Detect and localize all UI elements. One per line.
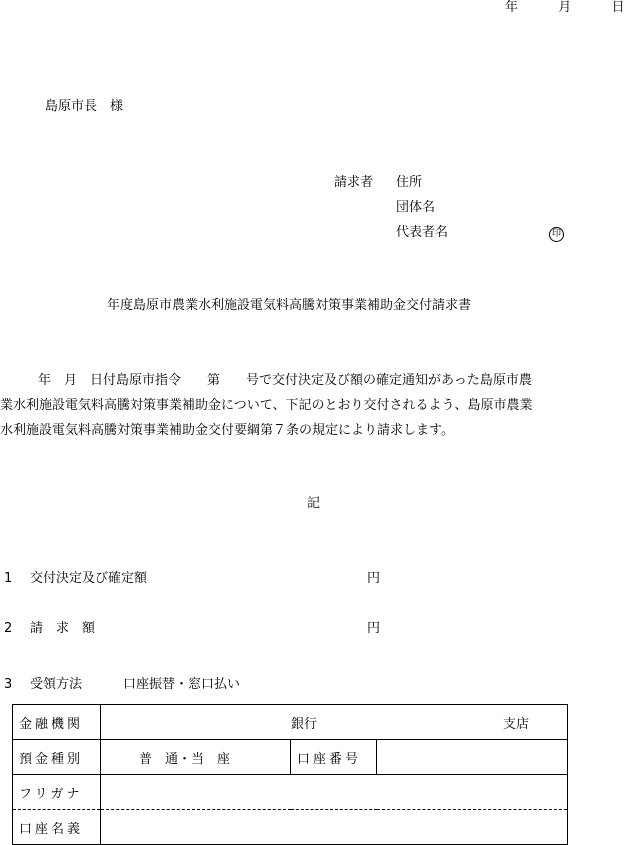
item-2-label: 請 求 額 bbox=[30, 621, 96, 636]
table-row bbox=[13, 810, 568, 845]
account-number-field[interactable] bbox=[377, 740, 568, 775]
date-line bbox=[505, 0, 625, 16]
seal-mark bbox=[549, 225, 564, 242]
item-1-unit: 円 bbox=[367, 571, 381, 586]
account-name-label: 口座名義 bbox=[13, 810, 101, 845]
item-3-label: 受領方法 bbox=[30, 677, 83, 692]
requester-representative-label: 代表者名 bbox=[396, 225, 449, 240]
date-month: 月 bbox=[558, 0, 572, 15]
table-row bbox=[13, 775, 568, 810]
date-year: 年 bbox=[505, 0, 519, 15]
deposit-type-label: 預金種別 bbox=[13, 740, 101, 775]
deposit-type-value: 普 通・当 座 bbox=[139, 751, 231, 767]
requester-address-label: 住所 bbox=[396, 175, 423, 190]
body-line-1: 年 月 日付島原市指令 第 号で交付決定及び額の確定通知があった島原市農 bbox=[38, 373, 532, 388]
document-title: 年度島原市農業水利施設電気料高騰対策事業補助金交付請求書 bbox=[107, 298, 472, 313]
table-row bbox=[13, 740, 568, 775]
item-1-label: 交付決定及び確定額 bbox=[30, 571, 148, 586]
table-row bbox=[13, 705, 568, 740]
deposit-type-field[interactable] bbox=[101, 740, 291, 775]
ki-heading: 記 bbox=[307, 496, 321, 511]
furigana-field[interactable] bbox=[101, 775, 568, 810]
bank-suffix: 銀行 bbox=[291, 716, 318, 732]
item-2-unit: 円 bbox=[367, 621, 381, 636]
body-paragraph bbox=[0, 368, 628, 443]
branch-suffix: 支店 bbox=[503, 716, 530, 732]
item-3-value: 口座振替・窓口払い bbox=[123, 677, 241, 692]
date-day: 日 bbox=[611, 0, 625, 15]
institution-field[interactable] bbox=[101, 705, 568, 740]
account-number-label: 口座番号 bbox=[291, 740, 377, 775]
account-name-field[interactable] bbox=[101, 810, 568, 845]
seal-icon: 印 bbox=[549, 227, 564, 242]
furigana-label: フリガナ bbox=[13, 775, 101, 810]
bank-account-table bbox=[12, 704, 568, 845]
requester-group-label: 団体名 bbox=[396, 200, 436, 215]
addressee: 島原市長 様 bbox=[45, 99, 124, 114]
institution-label: 金融機関 bbox=[13, 705, 101, 740]
item-1-number: 1 bbox=[4, 571, 13, 586]
body-line-2: 業水利施設電気料高騰対策事業補助金について、下記のとおり交付されるよう、島原市農業 bbox=[0, 398, 533, 413]
item-2-number: 2 bbox=[4, 621, 13, 636]
body-line-3: 水利施設電気料高騰対策事業補助金交付要綱第７条の規定により請求します。 bbox=[0, 423, 454, 438]
item-3-number: 3 bbox=[4, 677, 13, 692]
requester-label: 請求者 bbox=[334, 175, 374, 190]
